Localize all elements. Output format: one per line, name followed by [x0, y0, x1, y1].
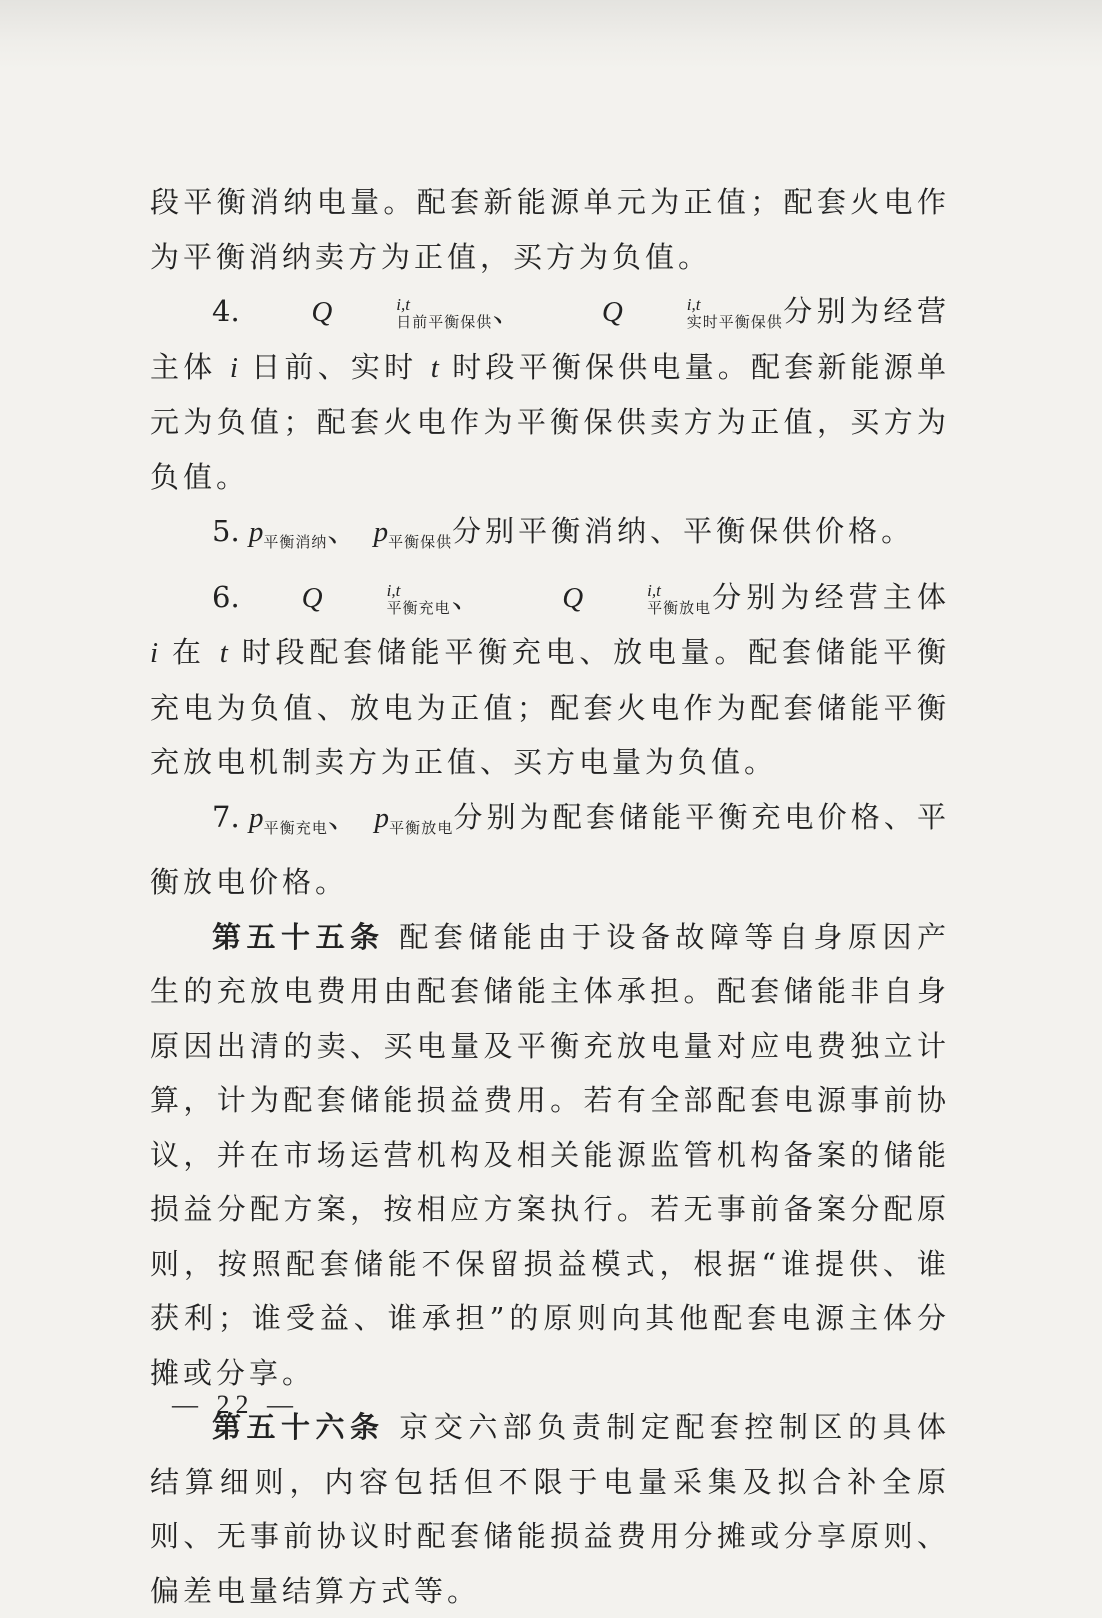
item-number: 7. [212, 799, 249, 834]
article-text: 京交六部负责制定配套控制区的具体结算细则，内容包括但不限于电量采集及拟合补全原则、无事前协议时配套储能损益费用分摊或分享原则、偏差电量结算方式等。 [150, 1410, 950, 1608]
article-heading: 第五十六条 [212, 1410, 385, 1444]
article-56 [150, 1400, 950, 1618]
symbol-q-charge: Q i,t 平衡充电 [301, 580, 451, 617]
symbol-q-discharge: Q i,t 平衡放电 [562, 580, 712, 617]
symbol-q-dayahead-supply: Q i,t 日前平衡保供 [311, 295, 493, 331]
scan-shadow [0, 0, 1102, 70]
page-number: — 22 — [172, 1390, 299, 1419]
article-text: 配套储能由于设备故障等自身原因产生的充放电费用由配套储能主体承担。配套储能非自身原因出清的卖、买电量及平衡充放电量对应电费独立计算，计为配套储能损益费用。若有全部配套电源事前协议，并在市场运营机构及相关能源监管机构备案的储能损益分配方案，按相应方案执行。若无事前备案分配原则，按照配套储能不保留损益模式，根据“谁提供、谁获利；谁受益、谁承担”的原则向其他配套电源主体分摊或分享。 [150, 919, 950, 1390]
paragraph-item-5: 5. $p_{平衡消纳}$、 $p_{平衡保供}$分别平衡消纳、平衡保供价格。 [212, 514, 915, 551]
paragraph-item-6: 6. Q i,t 平衡充电 、 Q i,t 平衡放电 分别为经营主体 i 在 t 时段配套储能平衡充电、放电量。配套储能平衡充电为负值、放电为正值；配套火电作为配套储能平衡充放电机制卖方为正值、买方电量为负值。 [150, 570, 950, 790]
item-number: 5. [212, 514, 249, 548]
symbol-q-realtime-supply: Q i,t 实时平衡保供 [601, 295, 783, 331]
paragraph-item-4: 4. Q i,t 日前平衡保供 、 Q i,t 实时平衡保供 分别为经营主体 i 日前、实时 t 时段平衡保供电量。配套新能源单元为负值；配套火电作为平衡保供卖方为正值，买方为负值。 [150, 284, 950, 504]
article-55 [150, 910, 950, 1401]
item-number: 4. [212, 294, 250, 328]
article-heading: 第五十五条 [212, 919, 385, 954]
item-number: 6. [212, 579, 240, 614]
paragraph-item-7: 7. $p_{平衡充电}$、 $p_{平衡放电}$分别为配套储能平衡充电价格、平衡放电价格。 [150, 799, 950, 899]
paragraph-continuation: 段平衡消纳电量。配套新能源单元为正值；配套火电作为平衡消纳卖方为正值，买方为负值。 [150, 185, 950, 274]
